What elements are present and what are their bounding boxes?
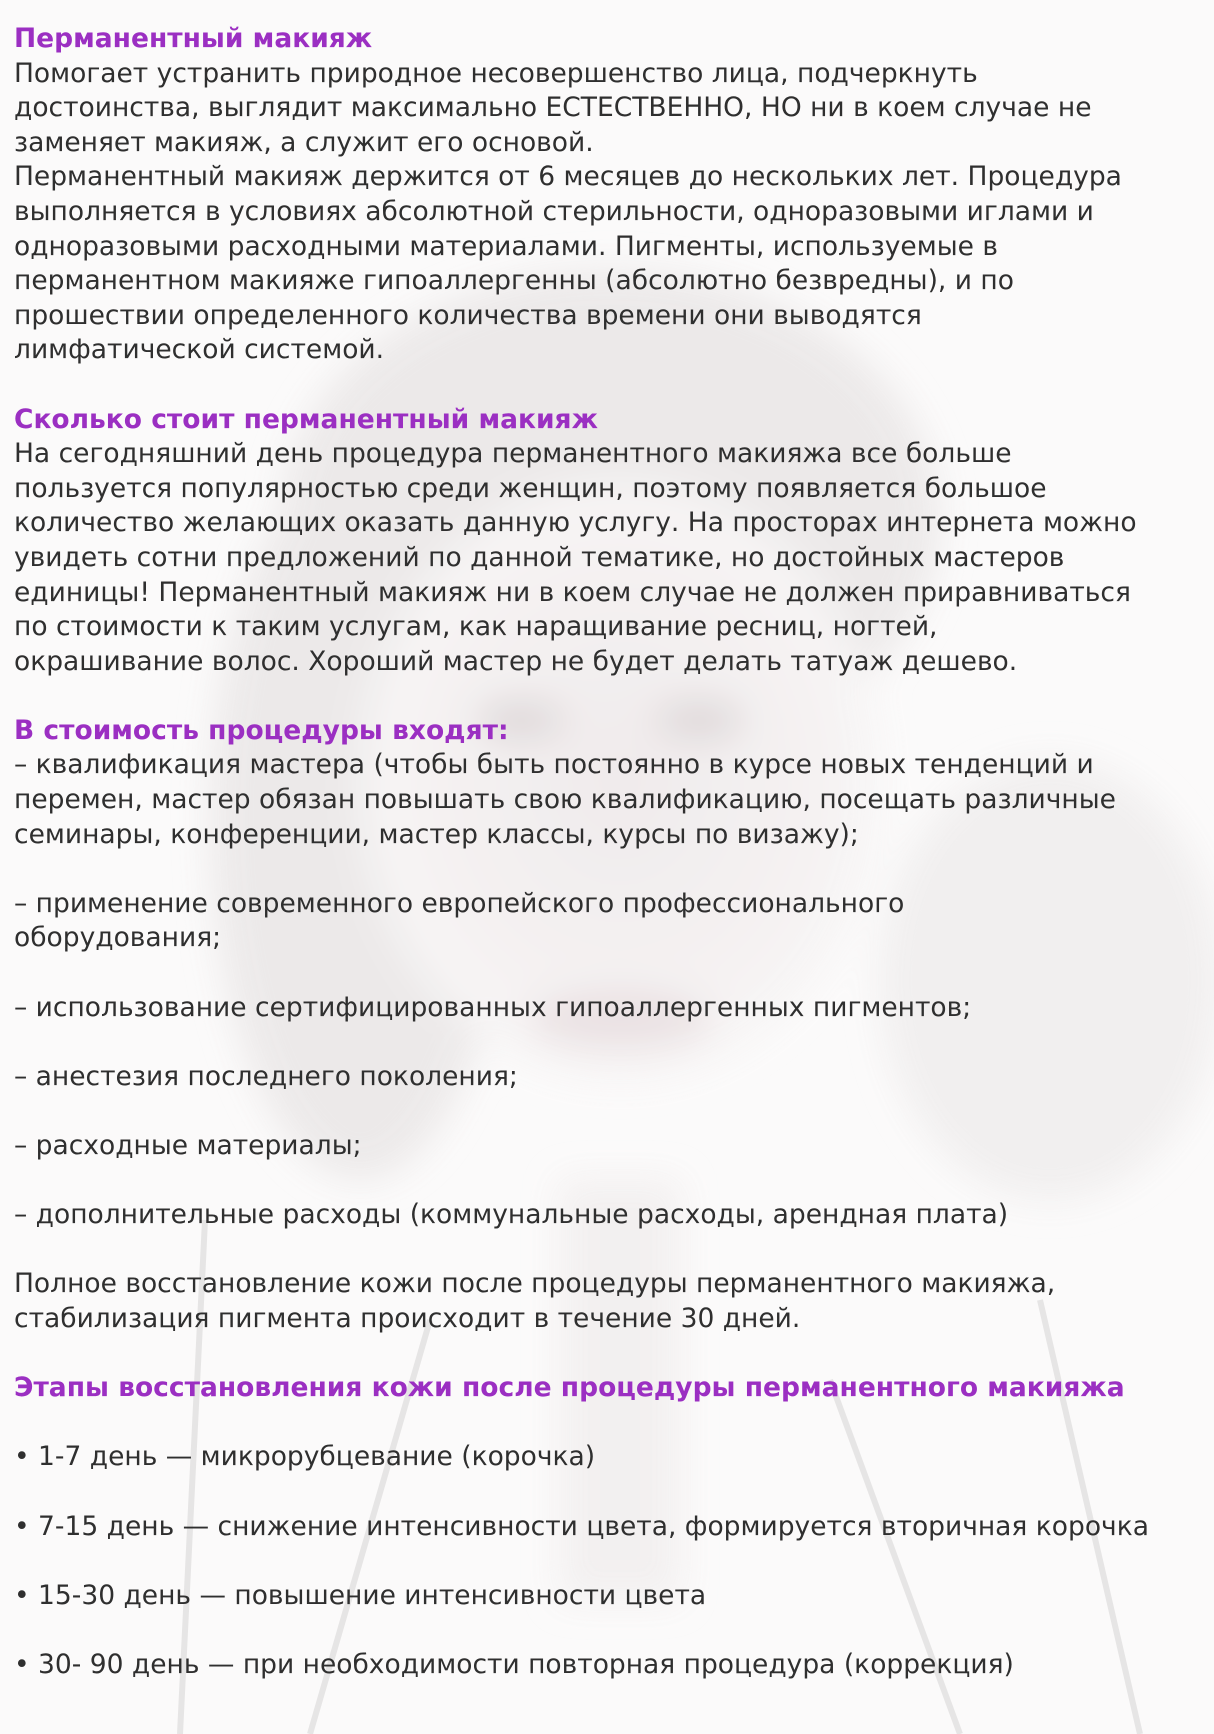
text-line: семинары, конференции, мастер классы, курсы по визажу); xyxy=(14,818,859,850)
recovery-note xyxy=(14,1267,1200,1336)
text-line: перемен, мастер обязан повышать свою квалификацию, посещать различные xyxy=(14,784,1116,816)
list-item xyxy=(14,1198,1200,1233)
text-line: одноразовыми расходными материалами. Пигменты, используемые в xyxy=(14,230,998,262)
list-item: • 7-15 день — снижение интенсивности цвета, формируется вторичная корочка xyxy=(14,1510,1149,1542)
included-list xyxy=(14,748,1200,1232)
text-line: – квалификация мастера (чтобы быть постоянно в курсе новых тенденций и xyxy=(14,749,1094,781)
spacer xyxy=(14,1406,1200,1441)
list-item xyxy=(14,1129,1200,1164)
heading-cost: Сколько стоит перманентный макияж xyxy=(14,403,598,435)
spacer xyxy=(14,1613,1200,1648)
spacer xyxy=(14,1475,1200,1510)
spacer xyxy=(14,679,1200,714)
spacer xyxy=(14,1233,1200,1268)
spacer xyxy=(14,852,1200,887)
text-line: выполняется в условиях абсолютной стерильности, одноразовыми иглами и xyxy=(14,195,1094,227)
stages-list xyxy=(14,1406,1200,1683)
text-line: пользуется популярностью среди женщин, поэтому появляется большое xyxy=(14,472,1047,504)
spacer xyxy=(14,1025,1200,1060)
list-item: • 30- 90 день — при необходимости повторная процедура (коррекция) xyxy=(14,1648,1014,1680)
heading-recovery-stages: Этапы восстановления кожи после процедуры перманентного макияжа xyxy=(14,1372,1125,1404)
text-line: На сегодняшний день процедура перманентного макияжа все больше xyxy=(14,438,1012,470)
text-line: – использование сертифицированных гипоаллергенных пигментов; xyxy=(14,991,972,1023)
spacer xyxy=(14,956,1200,991)
spacer xyxy=(14,1094,1200,1129)
text-line: Помогает устранить природное несовершенство лица, подчеркнуть xyxy=(14,57,978,89)
text-line: перманентном макияже гипоаллергенны (абсолютно безвредны), и по xyxy=(14,265,1014,297)
heading-permanent-makeup: Перманентный макияж xyxy=(14,23,373,54)
list-item: • 15-30 день — повышение интенсивности цвета xyxy=(14,1579,707,1611)
heading-included: В стоимость процедуры входят: xyxy=(14,714,509,746)
text-line: заменяет макияж, а служит его основой. xyxy=(14,126,594,158)
text-line: единицы! Перманентный макияж ни в коем случае не должен приравниваться xyxy=(14,576,1131,608)
spacer xyxy=(14,1337,1200,1372)
text-line: Полное восстановление кожи после процедуры перманентного макияжа, xyxy=(14,1268,1056,1300)
list-item xyxy=(14,887,1200,956)
spacer xyxy=(14,368,1200,403)
text-line: по стоимости к таким услугам, как наращивание ресниц, ногтей, xyxy=(14,611,938,643)
text-line: оборудования; xyxy=(14,922,222,954)
spacer xyxy=(14,1164,1200,1199)
text-line: – анестезия последнего поколения; xyxy=(14,1060,518,1092)
intro-paragraph xyxy=(14,57,1200,368)
text-line: прошествии определенного количества времени они выводятся xyxy=(14,299,922,331)
list-item xyxy=(14,1060,1200,1095)
text-line: количество желающих оказать данную услугу. На просторах интернета можно xyxy=(14,507,1137,539)
spacer xyxy=(14,1544,1200,1579)
text-line: – расходные материалы; xyxy=(14,1130,362,1161)
text-line: лимфатической системой. xyxy=(14,334,385,366)
cost-paragraph xyxy=(14,437,1200,679)
text-line: увидеть сотни предложений по данной тематике, но достойных мастеров xyxy=(14,541,1065,573)
text-line: окрашивание волос. Хороший мастер не будет делать татуаж дешево. xyxy=(14,645,1018,677)
text-line: стабилизация пигмента происходит в течение 30 дней. xyxy=(14,1302,801,1334)
text-line: – дополнительные расходы (коммунальные расходы, арендная плата) xyxy=(14,1199,1009,1231)
list-item xyxy=(14,991,1200,1026)
text-line: – применение современного европейского профессионального xyxy=(14,887,905,919)
list-item xyxy=(14,748,1200,852)
text-line: достоинства, выглядит максимально ЕСТЕСТВЕННО, НО ни в коем случае не xyxy=(14,92,1092,124)
list-item: • 1-7 день — микрорубцевание (корочка) xyxy=(14,1441,596,1473)
text-line: Перманентный макияж держится от 6 месяцев до нескольких лет. Процедура xyxy=(14,161,1122,193)
